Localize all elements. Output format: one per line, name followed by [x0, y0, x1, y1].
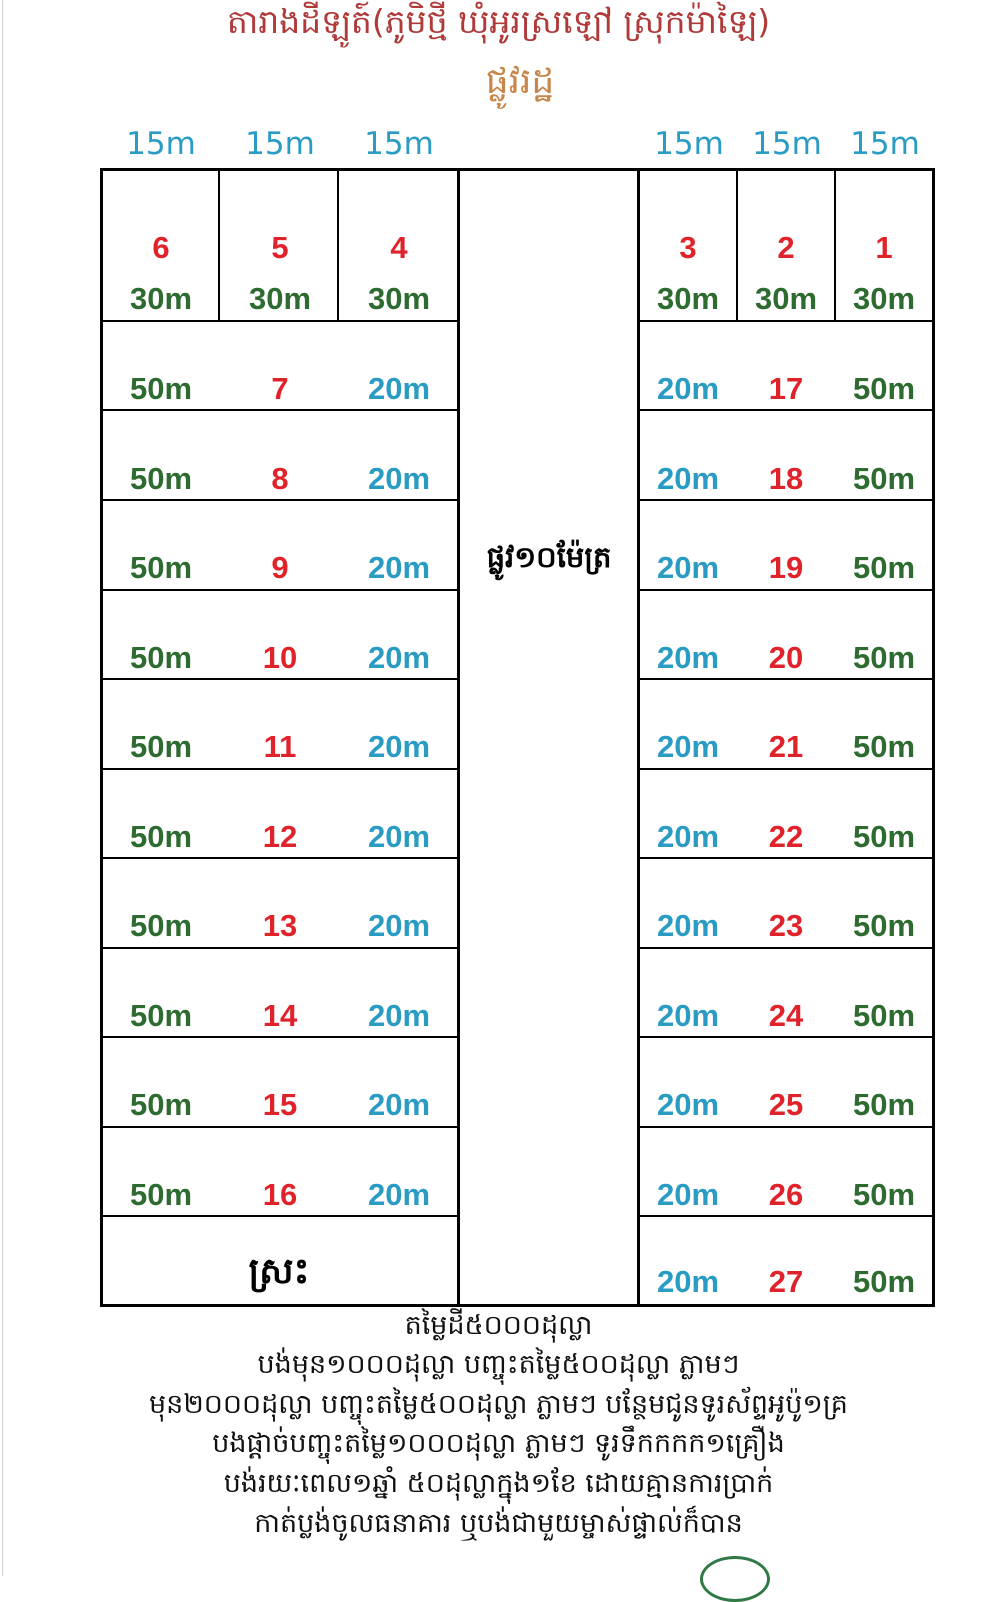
lot-length: 50m — [129, 550, 193, 585]
payment-line: បងផ្តាច់បញ្ចុះតម្លៃ១០០០ដុល្លា ភ្លាមៗ ទូរទឹកកកក១គ្រឿង — [212, 1428, 785, 1459]
lot-width: 20m — [656, 640, 720, 675]
lot-width: 20m — [367, 1177, 431, 1212]
lot-depth: 30m — [852, 281, 916, 316]
lot-length: 50m — [852, 1177, 916, 1212]
lot-number: 24 — [768, 998, 804, 1033]
row-divider — [100, 499, 459, 501]
price-line: តម្លៃដី៥០០០ដុល្លា — [404, 1310, 593, 1341]
lot-number: 4 — [390, 230, 408, 265]
top-width-label: 15m — [364, 126, 434, 162]
top-width-label: 15m — [654, 126, 724, 162]
lot-length: 50m — [852, 640, 916, 675]
lot-length: 50m — [852, 550, 916, 585]
lot-length: 50m — [852, 908, 916, 943]
lot-width: 20m — [367, 371, 431, 406]
row-divider — [638, 857, 935, 859]
row-divider — [100, 857, 459, 859]
lot-number: 3 — [679, 230, 697, 265]
row-divider — [100, 589, 459, 591]
lot-number: 12 — [262, 819, 298, 854]
stamp-logo — [700, 1556, 770, 1602]
lot-width: 20m — [656, 819, 720, 854]
lot-number: 19 — [768, 550, 804, 585]
lot-width: 20m — [367, 550, 431, 585]
lot-width: 20m — [367, 729, 431, 764]
lot-width: 20m — [367, 1087, 431, 1122]
payment-line: កាត់ប្លង់ចូលធនាគារ ឬបង់ជាមួយម្ចាស់ផ្ទាល់ក៏បាន — [254, 1508, 743, 1539]
lot-length: 50m — [129, 640, 193, 675]
lot-number: 16 — [262, 1177, 298, 1212]
lot-width: 20m — [656, 998, 720, 1033]
lot-width: 20m — [367, 640, 431, 675]
lot-number: 15 — [262, 1087, 298, 1122]
row-divider — [100, 678, 459, 680]
lot-length: 50m — [129, 1177, 193, 1212]
lot-width: 20m — [656, 1264, 720, 1299]
lot-length: 50m — [129, 729, 193, 764]
lot-depth: 30m — [367, 281, 431, 316]
lot-depth: 30m — [754, 281, 818, 316]
row-divider — [638, 768, 935, 770]
row-divider — [100, 409, 459, 411]
lot-number: 8 — [271, 461, 289, 496]
lot-width: 20m — [656, 550, 720, 585]
lot-number: 6 — [152, 230, 170, 265]
lot-number: 18 — [768, 461, 804, 496]
lot-depth: 30m — [248, 281, 312, 316]
payment-line: មុន២០០០ដុល្លា បញ្ចុះតម្លៃ៥០០ដុល្លា ភ្លាមៗ បន្ថែមជូនទូរស័ព្ទអូប៉ូ១គ្រ — [149, 1389, 848, 1420]
lot-length: 50m — [129, 819, 193, 854]
lot-number: 7 — [271, 371, 289, 406]
lot-length: 50m — [852, 998, 916, 1033]
row-divider — [638, 409, 935, 411]
top-width-label: 15m — [752, 126, 822, 162]
lot-length: 50m — [852, 461, 916, 496]
lot-length: 50m — [129, 998, 193, 1033]
row-divider — [100, 1126, 459, 1128]
lot-length: 50m — [129, 371, 193, 406]
lot-width: 20m — [367, 908, 431, 943]
lot-number: 25 — [768, 1087, 804, 1122]
lot-length: 50m — [129, 461, 193, 496]
lot-length: 50m — [129, 908, 193, 943]
lot-length: 50m — [852, 371, 916, 406]
page-title: តារាងដីឡូត៍(ភូមិថ្មី ឃុំអូរស្រឡៅ ស្រុកម៉ាឡៃ) — [226, 2, 771, 41]
lot-width: 20m — [367, 998, 431, 1033]
top-width-label: 15m — [126, 126, 196, 162]
row-divider — [638, 678, 935, 680]
lot-number: 14 — [262, 998, 298, 1033]
payment-line: បង់រយៈពេល១ឆ្នាំ ៥០ដុល្លាក្នុង១ខែ ដោយគ្មានការប្រាក់ — [223, 1468, 774, 1499]
lot-number: 17 — [768, 371, 804, 406]
row-divider — [638, 947, 935, 949]
state-road-label: ផ្លូវរដ្ឋ — [485, 61, 555, 102]
lot-width: 20m — [656, 729, 720, 764]
lot-width: 20m — [656, 1177, 720, 1212]
row-divider — [638, 499, 935, 501]
row-divider — [100, 1215, 459, 1217]
row-divider — [100, 1036, 459, 1038]
row-divider — [638, 589, 935, 591]
row-divider — [100, 320, 459, 322]
lot-number: 20 — [768, 640, 804, 675]
row-divider — [100, 768, 459, 770]
row-divider — [638, 1215, 935, 1217]
row-divider — [638, 320, 935, 322]
lot-number: 5 — [271, 230, 289, 265]
top-width-label: 15m — [850, 126, 920, 162]
lot-number: 11 — [263, 729, 297, 764]
lot-number: 27 — [768, 1264, 804, 1299]
lot-number: 9 — [271, 550, 289, 585]
lot-length: 50m — [852, 819, 916, 854]
row-divider — [638, 1036, 935, 1038]
lot-length: 50m — [852, 1264, 916, 1299]
lot-length: 50m — [852, 729, 916, 764]
row-divider — [638, 1126, 935, 1128]
lot-width: 20m — [656, 908, 720, 943]
lot-width: 20m — [367, 461, 431, 496]
lot-number: 1 — [875, 230, 893, 265]
lot-number: 26 — [768, 1177, 804, 1212]
lot-number: 21 — [768, 729, 804, 764]
lot-width: 20m — [656, 461, 720, 496]
payment-line: បង់មុន១០០០ដុល្លា បញ្ចុះតម្លៃ៥០០ដុល្លា ភ្លាមៗ — [257, 1349, 740, 1380]
lot-number: 23 — [768, 908, 804, 943]
lot-width: 20m — [656, 371, 720, 406]
lot-width: 20m — [656, 1087, 720, 1122]
lot-width: 20m — [367, 819, 431, 854]
lot-depth: 30m — [129, 281, 193, 316]
lot-number: 2 — [777, 230, 795, 265]
road-label: ផ្លូវ១០ម៉ែត្រ — [486, 540, 612, 574]
pond-label: ស្រះ — [248, 1251, 310, 1292]
lot-number: 22 — [768, 819, 804, 854]
top-width-label: 15m — [245, 126, 315, 162]
lot-length: 50m — [852, 1087, 916, 1122]
lot-depth: 30m — [656, 281, 720, 316]
lot-number: 10 — [262, 640, 298, 675]
lot-number: 13 — [262, 908, 298, 943]
row-divider — [100, 947, 459, 949]
lot-length: 50m — [129, 1087, 193, 1122]
